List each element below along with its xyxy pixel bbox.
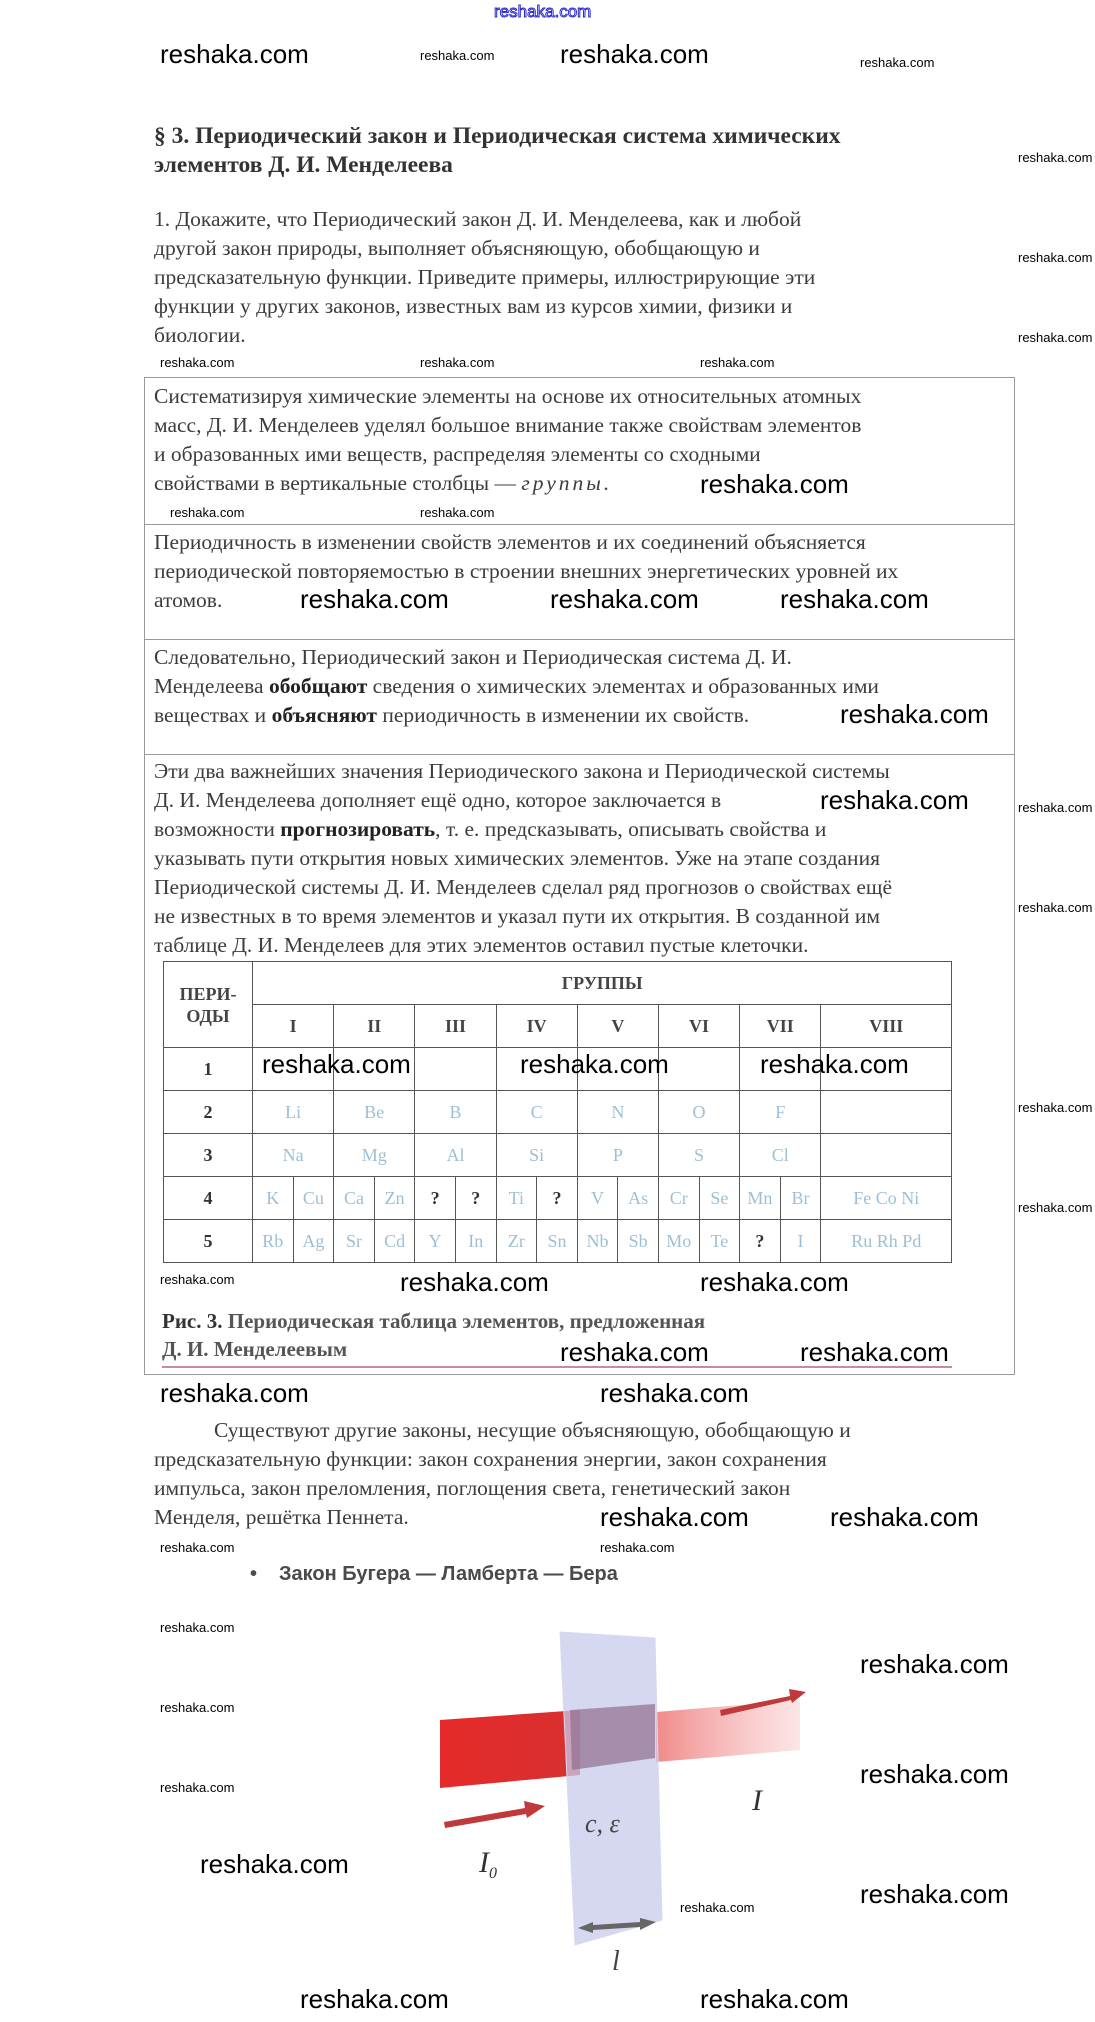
watermark: reshaka.com: [1018, 150, 1093, 165]
unknown-element-cell: ?: [537, 1177, 578, 1220]
group-header-VIII: VIII: [821, 1005, 952, 1048]
group-header-IV: IV: [496, 1005, 577, 1048]
text-line: [154, 701, 879, 730]
element-cell: B: [415, 1091, 496, 1134]
element-cell: O: [658, 1091, 739, 1134]
element-cell: N: [577, 1091, 658, 1134]
element-cell: V: [577, 1177, 618, 1220]
empty-cell: [821, 1091, 952, 1134]
text: свойствами в вертикальные столбцы —: [154, 471, 522, 495]
element-cell: Cd: [374, 1220, 415, 1263]
group-header-VI: VI: [658, 1005, 739, 1048]
unknown-element-cell: ?: [455, 1177, 496, 1220]
question: [154, 205, 815, 350]
bold-term: прогнозировать: [280, 817, 436, 841]
watermark: reshaka.com: [1018, 250, 1093, 265]
group-header-III: III: [415, 1005, 496, 1048]
caption-text: Периодическая таблица элементов, предложенная: [222, 1309, 706, 1333]
element-cell: Ru Rh Pd: [821, 1220, 952, 1263]
text-line: [154, 815, 892, 844]
element-cell: Li: [253, 1091, 334, 1134]
divider: [144, 524, 1015, 525]
block-consequence: [154, 643, 879, 730]
text-line: Следовательно, Периодический закон и Периодическая система Д. И.: [154, 645, 792, 669]
watermark: reshaka.com: [600, 1540, 675, 1555]
empty-cell: [658, 1048, 739, 1091]
label-c-epsilon: c, ε: [585, 1809, 620, 1838]
period-number: 1: [164, 1048, 253, 1091]
watermark: reshaka.com: [1018, 330, 1093, 345]
title-line: § 3. Периодический закон и Периодическая система химических: [154, 123, 841, 149]
arrow-in: [444, 1801, 545, 1828]
watermark: reshaka.com: [160, 1272, 235, 1287]
element-cell: Zn: [374, 1177, 415, 1220]
watermark: reshaka.com: [1018, 1100, 1093, 1115]
period-number: 4: [164, 1177, 253, 1220]
divider: [144, 754, 1015, 755]
question-line: предсказательную функции. Приведите примеры, иллюстрирующие эти: [154, 265, 816, 289]
element-cell: Si: [496, 1134, 577, 1177]
watermark: reshaka.com: [700, 469, 849, 499]
text-line: Систематизируя химические элементы на основе их относительных атомных: [154, 384, 862, 408]
watermark: reshaka.com: [1018, 800, 1093, 815]
element-cell: Ca: [334, 1177, 375, 1220]
watermark: reshaka.com: [520, 1049, 669, 1079]
period-number: 5: [164, 1220, 253, 1263]
element-cell: Al: [415, 1134, 496, 1177]
text-line: таблице Д. И. Менделеев для этих элементов оставил пустые клеточки.: [154, 933, 809, 957]
table-row: [164, 1177, 952, 1220]
watermark: reshaka.com: [170, 505, 245, 520]
label-I: I: [752, 1784, 762, 1817]
caption-label: Рис. 3.: [162, 1309, 223, 1333]
watermark: reshaka.com: [420, 355, 495, 370]
element-cell: Nb: [577, 1220, 618, 1263]
watermark: reshaka.com: [820, 785, 969, 815]
watermark: reshaka.com: [680, 1900, 755, 1915]
watermark: reshaka.com: [550, 584, 699, 614]
table-row: [164, 1220, 952, 1263]
text: Менделеева: [154, 674, 269, 698]
empty-cell: [821, 1134, 952, 1177]
mendeleev-table: [163, 961, 952, 1263]
watermark: reshaka.com: [700, 355, 775, 370]
watermark: reshaka.com: [420, 48, 495, 63]
element-cell: S: [658, 1134, 739, 1177]
table-row: [164, 1134, 952, 1177]
group-header-VII: VII: [740, 1005, 821, 1048]
watermark: reshaka.com: [800, 1337, 949, 1367]
unknown-element-cell: ?: [415, 1177, 456, 1220]
element-cell: I: [780, 1220, 821, 1263]
text-line: Периодической системы Д. И. Менделеев сделал ряд прогнозов о свойствах ещё: [154, 875, 892, 899]
watermark: reshaka.com: [420, 505, 495, 520]
block-prediction: [154, 757, 892, 960]
element-cell: Te: [699, 1220, 740, 1263]
element-cell: As: [618, 1177, 659, 1220]
text-line: Периодичность в изменении свойств элементов и их соединений объясняется: [154, 530, 866, 554]
element-cell: Cr: [658, 1177, 699, 1220]
element-cell: P: [577, 1134, 658, 1177]
watermark: reshaka.com: [780, 584, 929, 614]
watermark: reshaka.com: [300, 1984, 449, 2014]
element-cell: Na: [253, 1134, 334, 1177]
element-cell: Se: [699, 1177, 740, 1220]
element-cell: Rb: [253, 1220, 294, 1263]
element-cell: F: [740, 1091, 821, 1134]
period-number: 3: [164, 1134, 253, 1177]
cuvette: [560, 1632, 662, 1945]
watermark: reshaka.com: [160, 39, 309, 69]
watermark: reshaka.com: [700, 1267, 849, 1297]
element-cell: Mn: [740, 1177, 781, 1220]
groups-header: ГРУППЫ: [253, 962, 952, 1005]
watermark: reshaka.com: [160, 1378, 309, 1408]
text-line: атомов.: [154, 588, 223, 612]
watermark: reshaka.com: [160, 1620, 235, 1635]
element-cell: Sn: [537, 1220, 578, 1263]
empty-cell: [415, 1048, 496, 1091]
watermark: reshaka.com: [860, 55, 935, 70]
text: периодичность в изменении их свойств.: [376, 703, 750, 727]
label-I0: $I_0$: [479, 1846, 497, 1882]
text-line: и образованных ими веществ, распределяя элементы со сходными: [154, 442, 761, 466]
periods-header: ПЕРИ- ОДЫ: [164, 962, 253, 1048]
text-line: масс, Д. И. Менделеев уделял большое внимание также свойствам элементов: [154, 413, 862, 437]
watermark: reshaka.com: [160, 355, 235, 370]
element-cell: Fe Co Ni: [821, 1177, 952, 1220]
element-cell: Ag: [293, 1220, 334, 1263]
text-line: Эти два важнейших значения Периодического закона и Периодической системы: [154, 759, 890, 783]
element-cell: K: [253, 1177, 294, 1220]
watermark: reshaka.com: [400, 1267, 549, 1297]
watermark: reshaka.com: [160, 1780, 235, 1795]
watermark: reshaka.com: [160, 1700, 235, 1715]
element-cell: Mg: [334, 1134, 415, 1177]
question-line: 1. Докажите, что Периодический закон Д. И. Менделеева, как и любой: [154, 207, 802, 231]
watermark: reshaka.com: [560, 1337, 709, 1367]
watermark: reshaka.com: [600, 1378, 749, 1408]
question-line: биологии.: [154, 323, 246, 347]
element-cell: Be: [334, 1091, 415, 1134]
bold-term: обобщают: [268, 674, 368, 698]
watermark: reshaka.com: [760, 1049, 909, 1079]
text: , т. е. предсказывать, описывать свойства и: [435, 817, 827, 841]
watermark: reshaka.com: [262, 1049, 411, 1079]
element-cell: Y: [415, 1220, 456, 1263]
title-line: элементов Д. И. Менделеева: [154, 152, 453, 178]
text-line: импульса, закон преломления, поглощения света, генетический закон: [154, 1476, 791, 1500]
watermark: reshaka.com: [860, 1649, 1009, 1679]
element-cell: Mo: [658, 1220, 699, 1263]
text-line: [154, 672, 879, 701]
watermark: reshaka.com: [840, 699, 989, 729]
text-line: не известных в то время элементов и указал пути их открытия. В созданной им: [154, 904, 880, 928]
group-header-I: I: [253, 1005, 334, 1048]
text-line: Д. И. Менделеева дополняет ещё одно, которое заключается в: [154, 788, 722, 812]
element-cell: Cu: [293, 1177, 334, 1220]
group-header-V: V: [577, 1005, 658, 1048]
question-line: функции у других законов, известных вам из курсов химии, физики и: [154, 294, 793, 318]
site-link[interactable]: reshaka.com: [494, 2, 592, 21]
bold-term: объясняют: [271, 703, 377, 727]
element-cell: Cl: [740, 1134, 821, 1177]
element-cell: C: [496, 1091, 577, 1134]
text: веществах и: [154, 703, 272, 727]
watermark: reshaka.com: [700, 1984, 849, 2014]
watermark: reshaka.com: [1018, 1200, 1093, 1215]
divider: [144, 639, 1015, 640]
element-cell: Br: [780, 1177, 821, 1220]
watermark: reshaka.com: [830, 1502, 979, 1532]
label-length: l: [612, 1946, 620, 1977]
period-number: 2: [164, 1091, 253, 1134]
element-cell: Zr: [496, 1220, 537, 1263]
text: возможности: [154, 817, 281, 841]
watermark: reshaka.com: [560, 39, 709, 69]
text-line: периодической повторяемостью в строении внешних энергетических уровней их: [154, 559, 899, 583]
italic-term: группы.: [521, 471, 613, 495]
section-title: [154, 122, 841, 180]
watermark: reshaka.com: [600, 1502, 749, 1532]
text-line: указывать пути открытия новых химических элементов. Уже на этапе создания: [154, 846, 880, 870]
watermark: reshaka.com: [860, 1879, 1009, 1909]
watermark: reshaka.com: [1018, 900, 1093, 915]
bullet-item: [250, 1563, 618, 1586]
bullet-dot-icon: •: [250, 1563, 258, 1585]
watermark: reshaka.com: [860, 1759, 1009, 1789]
text-line: Менделя, решётка Пеннета.: [154, 1505, 409, 1529]
watermark: reshaka.com: [300, 584, 449, 614]
element-cell: Ti: [496, 1177, 537, 1220]
incoming-beam: [440, 1710, 580, 1788]
question-line: другой закон природы, выполняет объясняющую, обобщающую и: [154, 236, 760, 260]
table-row: [164, 1091, 952, 1134]
bullet-text: Закон Бугера — Ламберта — Бера: [279, 1563, 618, 1585]
caption-text: Д. И. Менделеевым: [162, 1337, 348, 1361]
group-header-II: II: [334, 1005, 415, 1048]
element-cell: Sb: [618, 1220, 659, 1263]
element-cell: In: [455, 1220, 496, 1263]
text-line: Существуют другие законы, несущие объясняющую, обобщающую и: [214, 1418, 851, 1442]
watermark: reshaka.com: [200, 1849, 349, 1879]
element-cell: Sr: [334, 1220, 375, 1263]
unknown-element-cell: ?: [740, 1220, 781, 1263]
watermark: reshaka.com: [160, 1540, 235, 1555]
text: сведения о химических элементах и образованных ими: [367, 674, 879, 698]
text-line: предсказательную функции: закон сохранения энергии, закон сохранения: [154, 1447, 827, 1471]
